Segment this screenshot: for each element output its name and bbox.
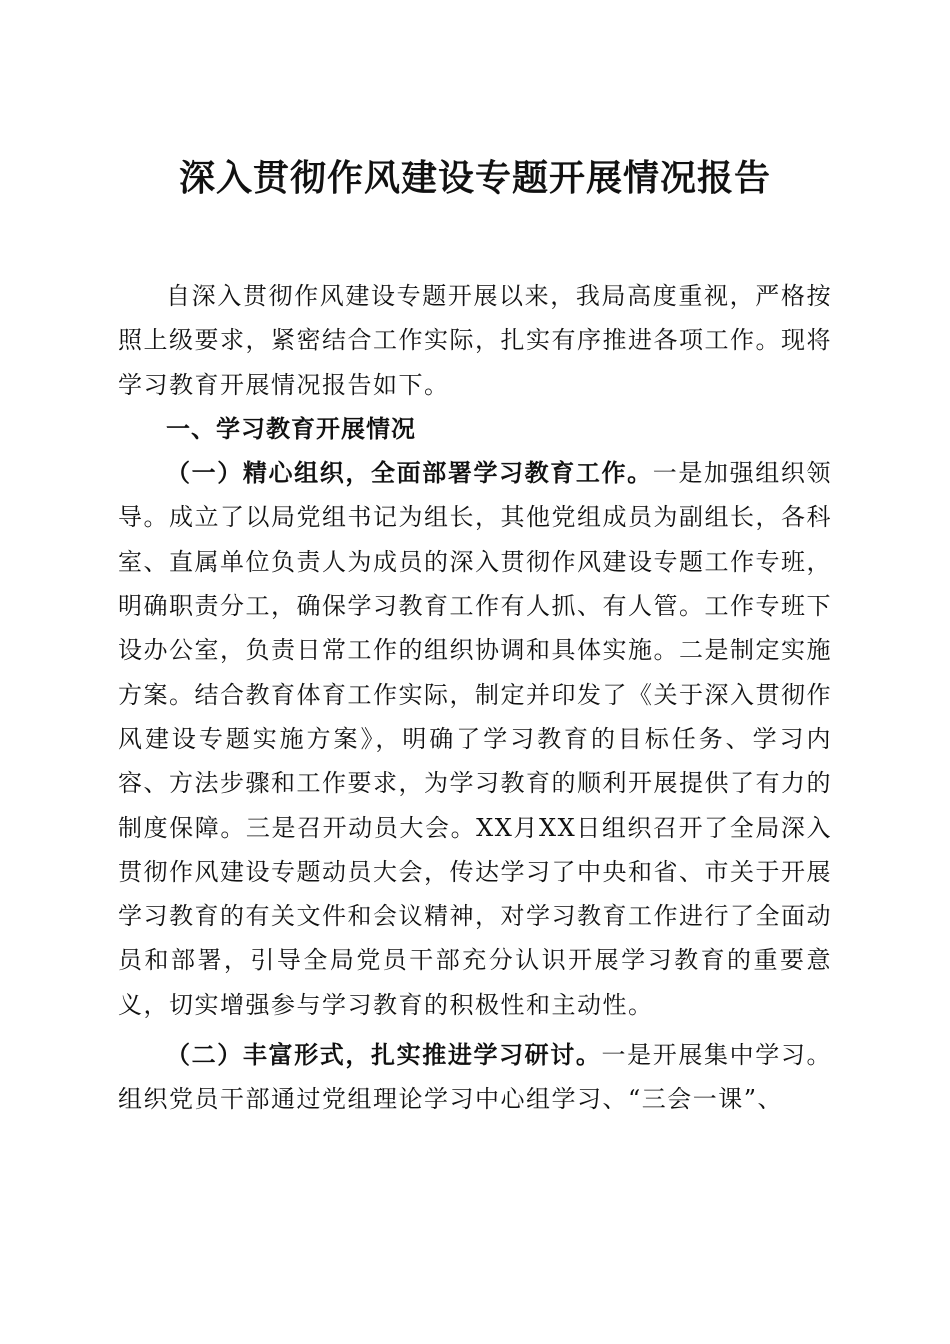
subsection-text-2: 一是开展集中学习。组织党员干部通过党组理论学习中心组学习、“三会一课”、 xyxy=(118,1041,833,1114)
section-heading-1: 一、学习教育开展情况 xyxy=(166,414,416,443)
subsection-text-1: 一是加强组织领导。成立了以局党组书记为组长，其他党组成员为副组长，各科室、直属单位负责人为成员的深入贯彻作风建设专题工作专班，明确职责分工，确保学习教育工作有人抓、有人管。工作专班下设办公室，负责日常工作的组织协调和具体实施。二是制定实施方案。结合教育体育工作实际，制定并印发了《关于深入贯彻作风建设专题实施方案》，明确了学习教育的目标任务、学习内容、方法步骤和工作要求，为学习教育的顺利开展提供了有力的制度保障。三是召开动员大会。XX月XX日组织召开了全局深入贯彻作风建设专题动员大会，传达学习了中央和省、市关于开展学习教育的有关文件和会议精神，对学习教育工作进行了全面动员和部署，引导全局党员干部充分认识开展学习教育的重要意义，切实增强参与学习教育的积极性和主动性。 xyxy=(118,459,833,1019)
intro-paragraph: 自深入贯彻作风建设专题开展以来，我局高度重视，严格按照上级要求，紧密结合工作实际，扎实有序推进各项工作。现将学习教育开展情况报告如下。 xyxy=(118,282,832,399)
subsection-paragraph-2 xyxy=(118,1033,832,1122)
document-title: 深入贯彻作风建设专题开展情况报告 xyxy=(178,157,771,199)
subsection-lead-1: （一）精心组织，全面部署学习教育工作。 xyxy=(166,458,653,488)
document-body xyxy=(118,274,832,1122)
subsection-paragraph-1 xyxy=(118,451,832,1027)
subsection-lead-2: （二）丰富形式，扎实推进学习研讨。 xyxy=(166,1040,602,1070)
